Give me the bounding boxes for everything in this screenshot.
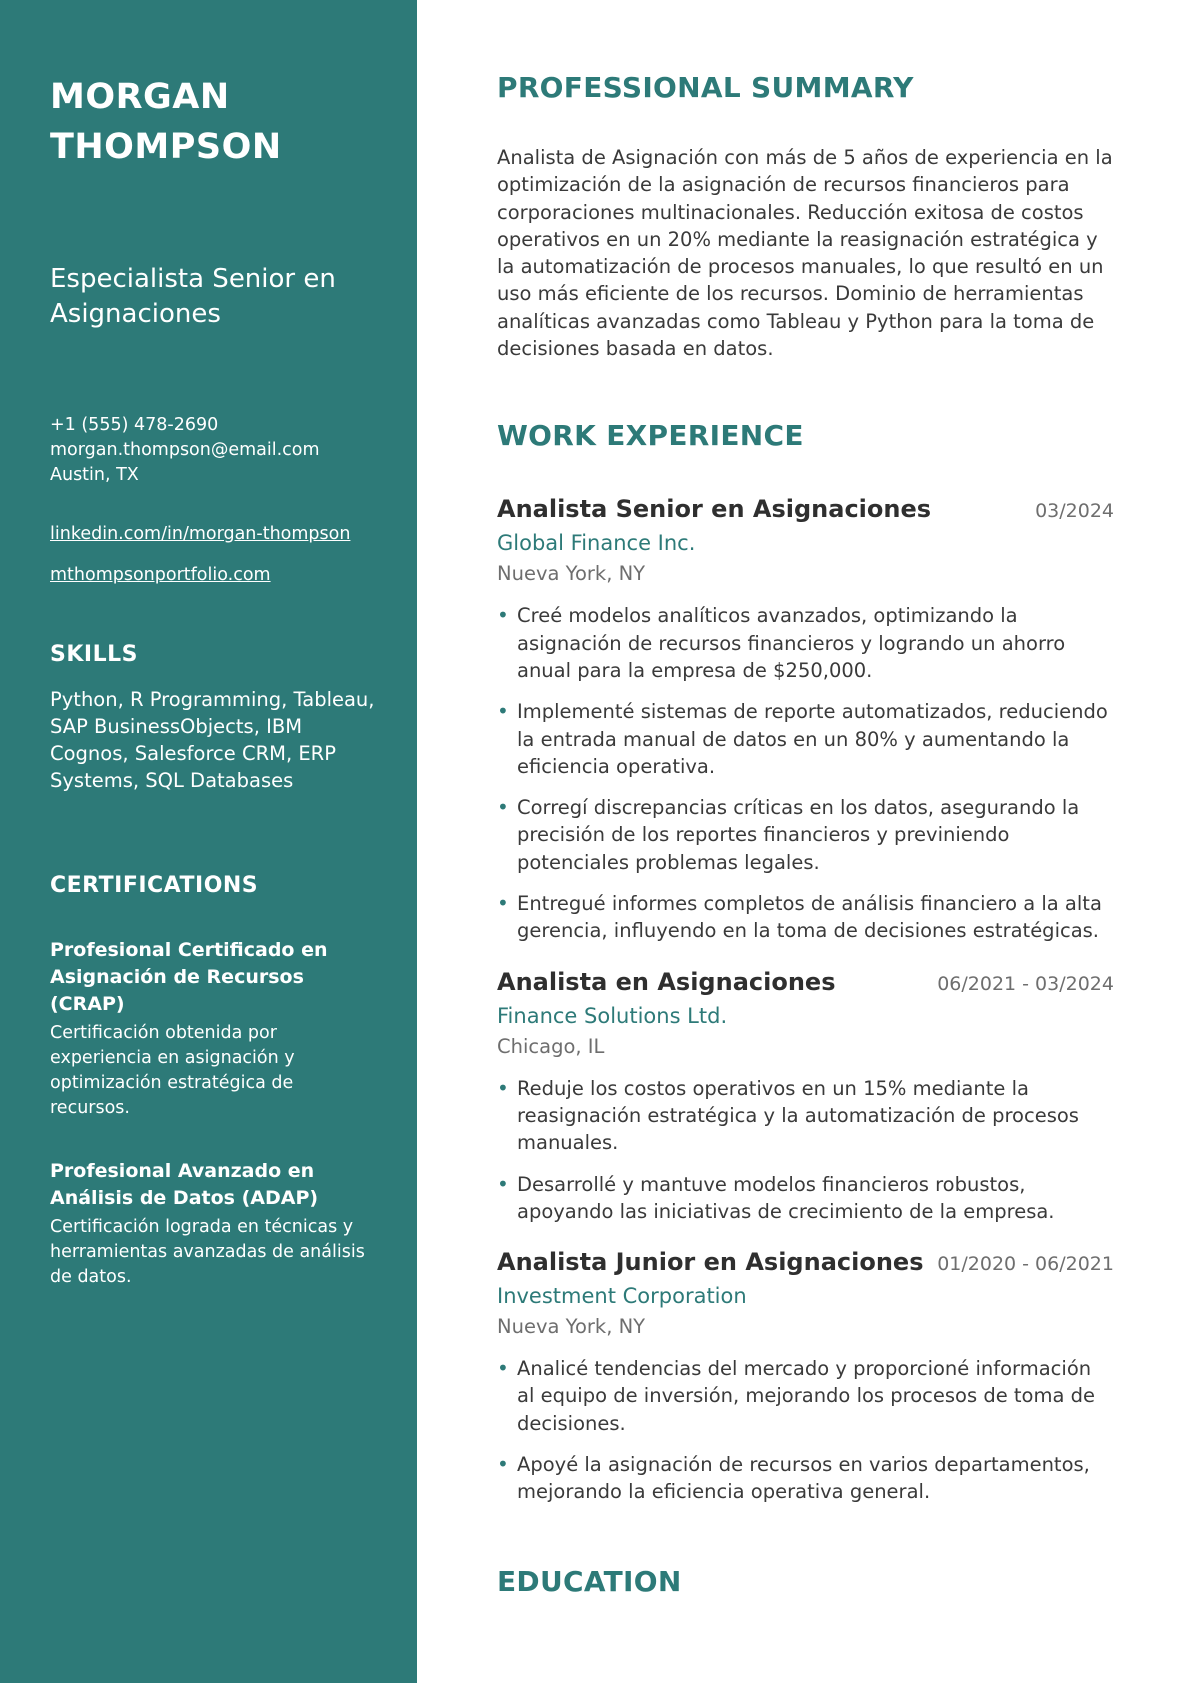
main-content	[497, 68, 1114, 1602]
company-name: Investment Corporation	[497, 1284, 747, 1309]
job-bullets	[497, 602, 1114, 944]
summary-text: Analista de Asignación con más de 5 años de experiencia en la optimización de la asignación de recursos financieros para corporaciones multinacionales. Reducción exitosa de costos operativos en un 20% mediante la reasignación estratégica y la automatización de procesos manuales, lo que resultó en un uso más eficiente de los recursos. Dominio de herramientas analíticas avanzadas como Tableau y Python para la toma de decisiones basada en datos.	[497, 146, 1113, 361]
job-header	[497, 965, 1114, 999]
home-location: Austin, TX	[50, 465, 139, 485]
certification-name: Profesional Avanzado en Análisis de Datos (ADAP)	[50, 1160, 319, 1209]
bullet-item: • Corregí discrepancias críticas en los datos, asegurando la precisión de los reportes financieros y previniendo potenciales problemas legales.	[497, 794, 1114, 876]
skills-heading: SKILLS	[50, 642, 138, 667]
job-header	[497, 492, 1114, 526]
profile-links	[50, 522, 377, 588]
email-address: morgan.thompson@email.com	[50, 440, 320, 460]
job-location: Nueva York, NY	[497, 562, 646, 586]
bullet-item: • Implementé sistemas de reporte automatizados, reduciendo la entrada manual de datos en un 80% y aumentando la eficiencia operativa.	[497, 698, 1114, 780]
skills-list: Python, R Programming, Tableau, SAP BusinessObjects, IBM Cognos, Salesforce CRM, ERP Systems, SQL Databases	[50, 688, 375, 792]
education-heading: EDUCATION	[497, 1564, 682, 1598]
job-date: 03/2024	[1035, 500, 1114, 523]
job-date: 06/2021 - 03/2024	[937, 972, 1114, 995]
certification-item	[50, 937, 377, 1121]
job-location: Chicago, IL	[497, 1034, 605, 1058]
contact-info	[50, 413, 377, 488]
job-entry	[497, 1245, 1114, 1505]
job-entry	[497, 492, 1114, 944]
certification-description: Certificación lograda en técnicas y herramientas avanzadas de análisis de datos.	[50, 1217, 365, 1287]
job-title: Analista Senior en Asignaciones	[497, 495, 932, 524]
company-name: Finance Solutions Ltd.	[497, 1003, 728, 1028]
sidebar	[0, 0, 417, 1683]
work-experience-heading: WORK EXPERIENCE	[497, 419, 804, 453]
name-last: THOMPSON	[50, 127, 282, 167]
linkedin-link[interactable]: linkedin.com/in/morgan-thompson	[50, 524, 351, 544]
certifications-heading: CERTIFICATIONS	[50, 873, 259, 898]
summary-heading: PROFESSIONAL SUMMARY	[497, 71, 914, 104]
name-first: MORGAN	[50, 77, 230, 117]
job-date: 01/2020 - 06/2021	[937, 1253, 1114, 1276]
certification-name: Profesional Certificado en Asignación de Recursos (CRAP)	[50, 939, 328, 1015]
job-title: Analista en Asignaciones	[497, 967, 836, 996]
job-header	[497, 1245, 1114, 1279]
job-bullets	[497, 1355, 1114, 1505]
bullet-item: • Apoyé la asignación de recursos en varios departamentos, mejorando la eficiencia operativa general.	[497, 1451, 1114, 1506]
phone-number: +1 (555) 478-2690	[50, 415, 219, 435]
bullet-item: • Creé modelos analíticos avanzados, optimizando la asignación de recursos financieros y logrando un ahorro anual para la empresa de $250,000.	[497, 602, 1114, 684]
certification-description: Certificación obtenida por experiencia en asignación y optimización estratégica de recursos.	[50, 1023, 295, 1118]
bullet-item: • Entregué informes completos de análisis financiero a la alta gerencia, influyendo en la toma de decisiones estratégicas.	[497, 890, 1114, 945]
job-bullets	[497, 1075, 1114, 1225]
job-title: Analista Junior en Asignaciones	[497, 1248, 924, 1277]
job-entry	[497, 965, 1114, 1225]
bullet-item: • Desarrollé y mantuve modelos financieros robustos, apoyando las iniciativas de crecimiento de la empresa.	[497, 1171, 1114, 1226]
bullet-item: • Reduje los costos operativos en un 15% mediante la reasignación estratégica y la automatización de procesos manuales.	[497, 1075, 1114, 1157]
job-title-headline: Especialista Senior en Asignaciones	[50, 264, 336, 329]
job-location: Nueva York, NY	[497, 1315, 646, 1339]
company-name: Global Finance Inc.	[497, 531, 696, 556]
portfolio-link[interactable]: mthompsonportfolio.com	[50, 565, 271, 585]
candidate-name	[50, 72, 377, 172]
bullet-item: • Analicé tendencias del mercado y proporcioné información al equipo de inversión, mejorando los procesos de toma de decisiones.	[497, 1355, 1114, 1437]
certification-item	[50, 1158, 377, 1290]
